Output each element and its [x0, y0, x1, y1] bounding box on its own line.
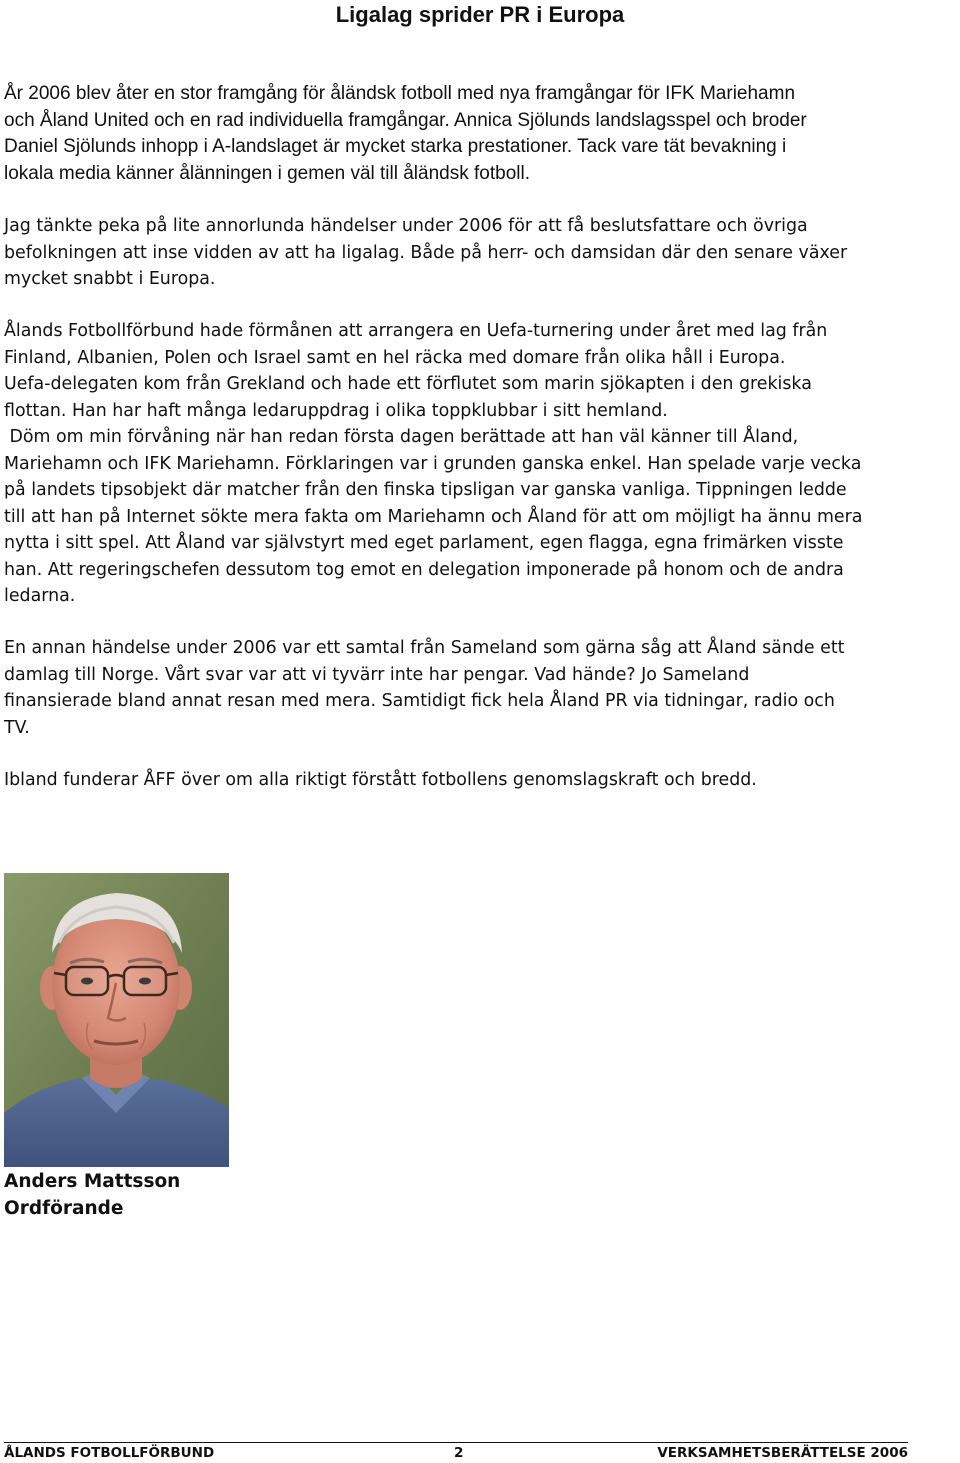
text-line: År 2006 blev åter en stor framgång för åländsk fotboll med nya framgångar för IFK Mariehamn [4, 83, 796, 104]
footer-organization: ÅLANDS FOTBOLLFÖRBUND [4, 1445, 215, 1461]
text-line: finansierade bland annat resan med mera. Samtidigt fick hela Åland PR via tidningar, radio och [4, 691, 835, 711]
text-line: ledarna. [4, 586, 76, 606]
text-line: damlag till Norge. Vårt svar var att vi tyvärr inte har pengar. Vad hände? Jo Sameland [4, 664, 750, 685]
footer-report-title: VERKSAMHETSBERÄTTELSE 2006 [657, 1445, 908, 1461]
text-line: Daniel Sjölunds inhopp i A-landslaget är mycket starka prestationer. Tack vare tät bevakning i [4, 136, 787, 157]
signature-name: Anders Mattsson [4, 1171, 181, 1192]
paragraph-closing [4, 767, 958, 794]
signature-role: Ordförande [4, 1198, 124, 1219]
paragraph-sameland [4, 635, 958, 741]
text-line: nytta i sitt spel. Att Åland var självstyrt med eget parlament, egen flagga, egna frimärken visste [4, 533, 844, 553]
text-line: mycket snabbt i Europa. [4, 269, 216, 289]
paragraph-events [4, 213, 958, 293]
text-line: han. Att regeringschefen dessutom tog emot en delegation imponerade på honom och de andra [4, 559, 844, 580]
text-line: flottan. Han har haft många ledaruppdrag i olika toppklubbar i sitt hemland. [4, 400, 668, 421]
text-line: befolkningen att inse vidden av att ha ligalag. Både på herr- och damsidan där den senare växer [4, 242, 848, 263]
text-line: Uefa-delegaten kom från Grekland och hade ett förflutet som marin sjökapten i den grekiska [4, 374, 812, 394]
portrait-photo [4, 873, 229, 1167]
text-line: Mariehamn och IFK Mariehamn. Förklaringen var i grunden ganska enkel. Han spelade varje vecka [4, 453, 862, 474]
page-footer [4, 1443, 908, 1463]
text-line: En annan händelse under 2006 var ett samtal från Sameland som gärna såg att Åland sände ett [4, 638, 845, 658]
text-line: TV. [4, 717, 30, 738]
text-line: på landets tipsobjekt där matcher från den finska tipsligan var ganska vanliga. Tippningen ledde [4, 480, 847, 500]
portrait-image [4, 873, 229, 1167]
text-line: Döm om min förvåning när han redan första dagen berättade att han väl känner till Åland, [4, 427, 799, 447]
signature-block [4, 1168, 180, 1222]
text-line: Jag tänkte peka på lite annorlunda händelser under 2006 för att få beslutsfattare och övriga [4, 216, 808, 236]
text-line: Ibland funderar ÅFF över om alla riktigt förstått fotbollens genomslagskraft och bredd. [4, 770, 757, 790]
page-title: Ligalag sprider PR i Europa [335, 2, 625, 27]
text-line: lokala media känner ålänningen i gemen väl till åländsk fotboll. [4, 162, 530, 184]
footer-page-number: 2 [454, 1445, 464, 1461]
text-line: Finland, Albanien, Polen och Israel samt en hel räcka med domare från olika håll i Europa. [4, 347, 786, 368]
paragraph-uefa [4, 318, 958, 610]
text-line: till att han på Internet sökte mera fakta om Mariehamn och Åland för att om möjligt ha ännu mera [4, 506, 863, 527]
text-line: och Åland United och en rad individuella framgångar. Annica Sjölunds landslagsspel och broder [4, 109, 807, 131]
paragraph-intro [4, 81, 958, 187]
text-line: Ålands Fotbollförbund hade förmånen att arrangera en Uefa-turnering under året med lag från [4, 321, 828, 341]
